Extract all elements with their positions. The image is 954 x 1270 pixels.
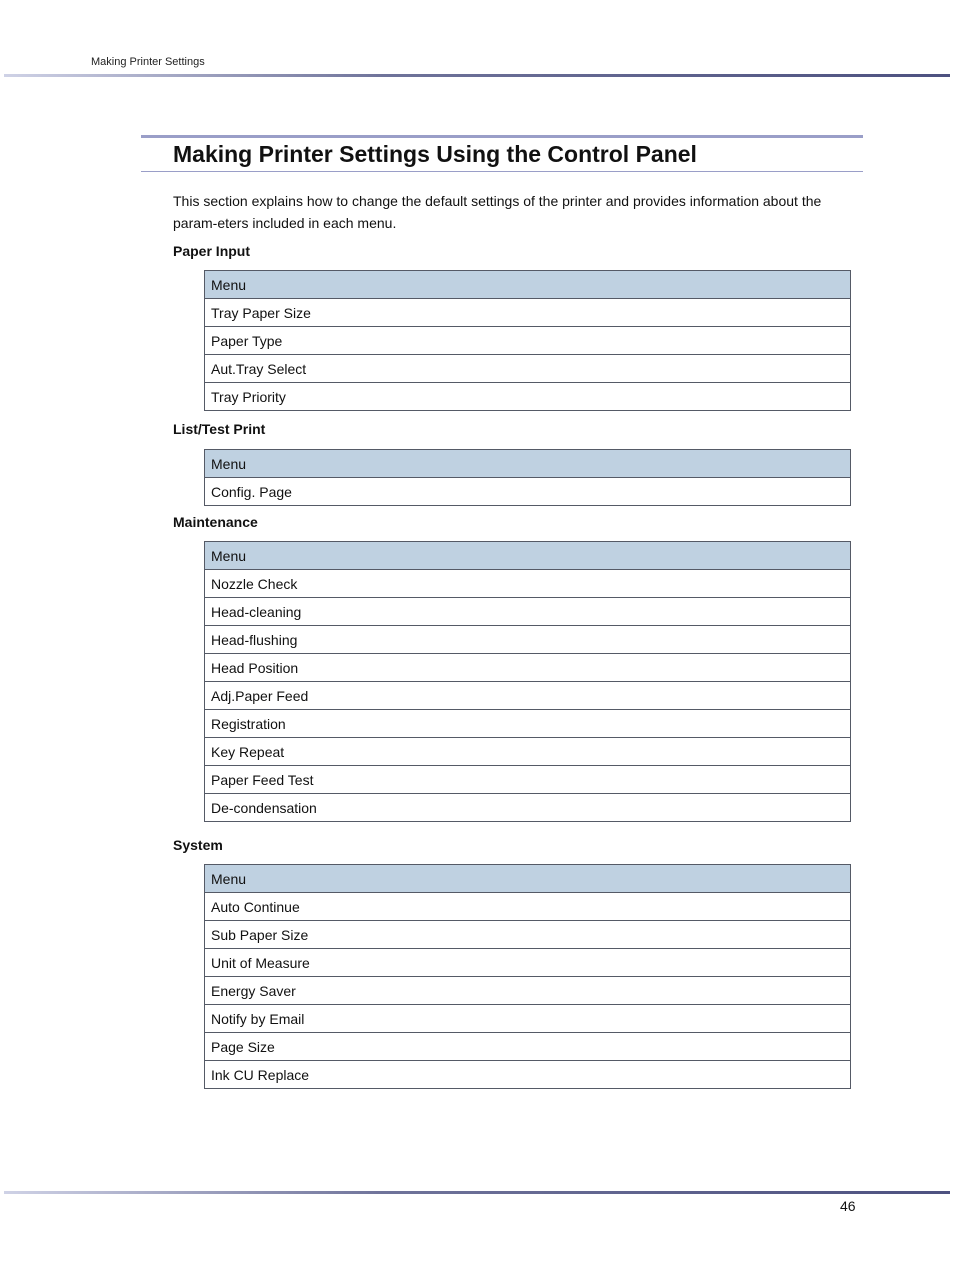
menu-item-energy-saver: Energy Saver <box>205 977 851 1005</box>
menu-item-registration: Registration <box>205 710 851 738</box>
menu-column-header: Menu <box>205 865 851 893</box>
menu-column-header: Menu <box>205 542 851 570</box>
menu-item-tray-priority: Tray Priority <box>205 383 851 411</box>
menu-item-tray-paper-size: Tray Paper Size <box>205 299 851 327</box>
menu-item-notify-by-email: Notify by Email <box>205 1005 851 1033</box>
table-row <box>205 949 851 977</box>
menu-item-key-repeat: Key Repeat <box>205 738 851 766</box>
table-row <box>205 738 851 766</box>
menu-item-sub-paper-size: Sub Paper Size <box>205 921 851 949</box>
table-header-row <box>205 865 851 893</box>
menu-column-header: Menu <box>205 271 851 299</box>
page-title: Making Printer Settings Using the Control Panel <box>173 141 697 167</box>
paper-input-menu-table <box>204 270 851 411</box>
table-row <box>205 570 851 598</box>
menu-item-unit-of-measure: Unit of Measure <box>205 949 851 977</box>
menu-item-auto-continue: Auto Continue <box>205 893 851 921</box>
menu-item-page-size: Page Size <box>205 1033 851 1061</box>
intro-paragraph: This section explains how to change the default settings of the printer and provides information about the param-eters included in each menu. <box>173 193 822 231</box>
menu-item-head-position: Head Position <box>205 654 851 682</box>
section-heading-system: System <box>173 837 223 853</box>
table-row <box>205 977 851 1005</box>
menu-item-config-page: Config. Page <box>205 478 851 506</box>
maintenance-menu-table <box>204 541 851 822</box>
section-heading-paper-input: Paper Input <box>173 243 251 259</box>
menu-item-ink-cu-replace: Ink CU Replace <box>205 1061 851 1089</box>
table-row <box>205 654 851 682</box>
table-row <box>205 682 851 710</box>
menu-item-de-condensation: De-condensation <box>205 794 851 822</box>
top-rule <box>4 74 950 77</box>
table-row <box>205 299 851 327</box>
section-heading-maintenance: Maintenance <box>173 514 258 530</box>
table-row <box>205 355 851 383</box>
menu-item-adj-paper-feed: Adj.Paper Feed <box>205 682 851 710</box>
list-test-print-menu-table <box>204 449 851 506</box>
table-row <box>205 710 851 738</box>
table-row <box>205 383 851 411</box>
table-header-row <box>205 271 851 299</box>
table-row <box>205 478 851 506</box>
table-header-row <box>205 450 851 478</box>
menu-column-header: Menu <box>205 450 851 478</box>
menu-item-aut-tray-select: Aut.Tray Select <box>205 355 851 383</box>
menu-item-paper-type: Paper Type <box>205 327 851 355</box>
running-header: Making Printer Settings <box>91 56 205 68</box>
page-number: 46 <box>840 1198 856 1214</box>
section-heading-list-test-print: List/Test Print <box>173 421 266 437</box>
menu-item-head-flushing: Head-flushing <box>205 626 851 654</box>
table-row <box>205 1061 851 1089</box>
table-row <box>205 794 851 822</box>
table-row <box>205 893 851 921</box>
table-row <box>205 626 851 654</box>
bottom-rule <box>4 1191 950 1194</box>
table-row <box>205 1033 851 1061</box>
table-row <box>205 598 851 626</box>
menu-item-nozzle-check: Nozzle Check <box>205 570 851 598</box>
table-row <box>205 921 851 949</box>
table-row <box>205 766 851 794</box>
system-menu-table <box>204 864 851 1089</box>
table-row <box>205 1005 851 1033</box>
table-header-row <box>205 542 851 570</box>
menu-item-head-cleaning: Head-cleaning <box>205 598 851 626</box>
title-block <box>141 135 863 172</box>
table-row <box>205 327 851 355</box>
menu-item-paper-feed-test: Paper Feed Test <box>205 766 851 794</box>
